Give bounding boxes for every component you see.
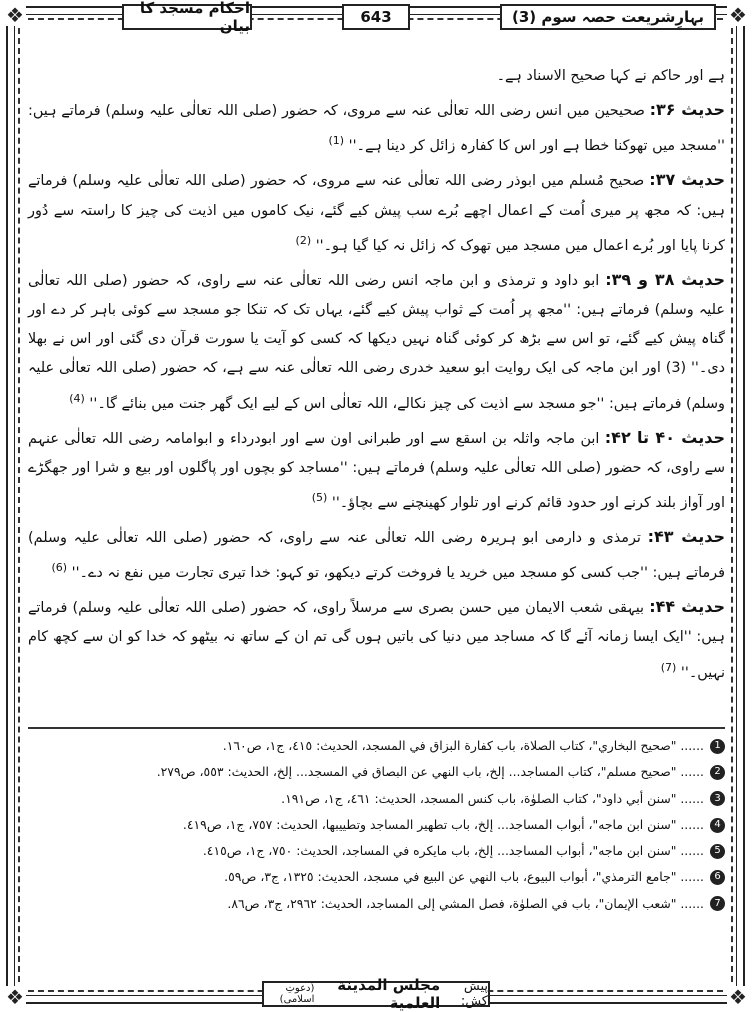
chapter-title: احکام مسجد کا بیان <box>122 4 252 30</box>
footnote-item <box>28 864 725 890</box>
hadith-text: ابو داود و ترمذی و ابن ماجہ انس رضی اللہ تعالٰی عنہ سے راوی، کہ حضور (صلی اللہ تعالٰی علیہ وسلم) فرماتے ہیں: ''مجھ پر اُمت کے ثواب پیش کیے گئے، یہاں تک کہ تنکا جو مسجد سے کوئی باہر کر دے اور گناہ پیش کیے گئے، تو اس سے بڑھ کر کوئی گناہ نہیں دیکھا کہ کسی کو آیت یا سورت قرآن دی گئی اور اس نے بھلا دی۔'' (3) اور ابن ماجہ کی ایک روایت ابو سعید خدری رضی اللہ تعالٰی عنہ سے ہے، کہ حضور (صلی اللہ تعالٰی علیہ وسلم) فرماتے ہیں: ''جو مسجد سے اذیت کی چیز نکالے، اللہ تعالٰی اس کے لیے ایک گھر جنت میں بنائے گا۔'' <box>28 272 725 412</box>
footnote-item <box>28 733 725 759</box>
corner-ornament-icon: ❖ <box>727 4 749 26</box>
publisher-subtitle: (دعوتِ اسلامی) <box>279 983 315 1005</box>
footnote-text: ...... "صحیح البخاري"، کتاب الصلاة، باب کفارة البزاق في المسجد، الحدیث: ٤١٥، ج١، ص١٦٠. <box>222 738 704 753</box>
footnote-item <box>28 812 725 838</box>
book-title: بہارِشریعت حصہ سوم (3) <box>500 4 716 30</box>
footnote-item <box>28 838 725 864</box>
footnote-ref[interactable]: (7) <box>660 660 677 674</box>
footnote-ref[interactable]: (4) <box>69 391 85 405</box>
footnote-item <box>28 891 725 917</box>
hadith-text: ترمذی و دارمی ابو ہریرہ رضی اللہ تعالٰی عنہ سے راوی، کہ حضور (صلی اللہ تعالٰی علیہ وسلم) فرماتے ہیں: ''جب کسی کو مسجد میں خرید یا فروخت کرتے دیکھو، تو کہو: خدا تیری تجارت میں نفع نہ دے۔'' <box>28 530 725 582</box>
publisher-name: مجلس المدينة العلمية <box>337 976 441 1012</box>
hadith-heading: حدیث ۳۸ و ۳۹: <box>605 269 725 289</box>
page-number: 643 <box>342 4 410 30</box>
footer-prefix: پیش کش: <box>460 979 488 1009</box>
footnote-text: ...... "سنن ابن ماجه"، أبواب المساجد... إلخ، باب تطهير المساجد وتطييبها، الحدیث: ٧٥٧، ج١، ص٤١٩. <box>182 816 704 832</box>
main-text <box>28 60 725 692</box>
footnote-number: 3 <box>710 791 725 806</box>
footnote-number: 1 <box>710 739 725 754</box>
footnote-item <box>28 786 725 812</box>
hadith-text: صحیحین میں انس رضی اللہ تعالٰی عنہ سے مروی، کہ حضور (صلی اللہ تعالٰی علیہ وسلم) فرماتے ہیں: ''مسجد میں تھوکنا خطا ہے اور اس کا کفارہ زائل کر دینا ہے۔'' <box>28 103 725 155</box>
footnote-ref[interactable]: (1) <box>328 134 345 148</box>
footnote-divider <box>28 727 725 729</box>
footnote-number: 5 <box>710 844 725 859</box>
footnotes <box>28 733 725 917</box>
hadith-paragraph <box>28 522 725 588</box>
footnote-ref[interactable]: (5) <box>311 491 328 505</box>
hadith-heading: حدیث ۴۳: <box>647 527 725 547</box>
corner-ornament-icon: ❖ <box>4 986 26 1008</box>
paragraph: ہے اور حاکم نے کہا صحیح الاسناد ہے۔ <box>496 68 725 84</box>
hadith-text: ابن ماجہ واثلہ بن اسقع سے اور طبرانی اون سے اور ابودرداء و ابوامامہ رضی اللہ تعالٰی عنہم سے راوی، کہ حضور (صلی اللہ تعالٰی علیہ وسلم) فرماتے ہیں: ''مساجد کو بچوں اور پاگلوں اور بیع و شرا اور جھگڑے اور آواز بلند کرنے اور حدود قائم کرنے اور تلوار کھینچنے سے بچاؤ۔'' <box>28 430 725 511</box>
hadith-heading: حدیث ۳۶: <box>649 100 726 120</box>
footnote-text: ...... "صحیح مسلم"، کتاب المساجد... إلخ، باب النهي عن البصاق في المسجد... إلخ، الحدیث: ٥٥٣، ص٢٧٩. <box>156 764 704 780</box>
footnote-text: ...... "شعب الإيمان"، باب في الصلوٰة، فصل المشي إلى المساجد، الحدیث: ٢٩٦٢، ج٣، ص٨٦. <box>227 895 704 911</box>
footnote-text: ...... "سنن ابن ماجه"، أبواب المساجد... إلخ، باب مایکره في المساجد، الحدیث: ٧٥٠، ج١، ص٤١٥. <box>202 843 704 859</box>
publisher-footer <box>262 976 490 1012</box>
footnote-text: ...... "سنن أبي داود"، کتاب الصلوٰة، باب کنس المسجد، الحدیث: ٤٦١، ج١، ص١٩١. <box>281 790 704 806</box>
footnote-number: 7 <box>710 896 725 911</box>
footnote-ref[interactable]: (6) <box>51 561 68 575</box>
hadith-paragraph <box>28 592 725 687</box>
footnote-number: 6 <box>710 870 725 885</box>
hadith-paragraph <box>28 265 725 419</box>
footnote-item <box>28 759 725 785</box>
footnote-number: 2 <box>710 765 725 780</box>
footnote-text: ...... "جامع الترمذي"، أبواب البيوع، باب النهي عن البيع في مسجد، الحدیث: ١٣٢٥، ج٣، ص٥٩. <box>224 869 704 885</box>
hadith-text: صحیح مُسلم میں ابوذر رضی اللہ تعالٰی عنہ سے مروی، کہ حضور (صلی اللہ تعالٰی علیہ وسلم) فرماتے ہیں: کہ مجھ پر میری اُمت کے اعمال اچھے بُرے سب پیش کیے گئے، نیک کاموں میں اذیت کی چیز کا راستہ سے دُور کرنا پایا اور بُرے اعمال میں مسجد میں تھوک کہ زائل نہ کیا گیا ہو۔'' <box>28 173 725 254</box>
hadith-heading: حدیث ۳۷: <box>649 170 726 190</box>
footnote-number: 4 <box>710 818 725 833</box>
hadith-text: بیہقی شعب الایمان میں حسن بصری سے مرسلاً راوی، کہ حضور (صلی اللہ تعالٰی علیہ وسلم) فرماتے ہیں: ''ایک ایسا زمانہ آئے گا کہ مساجد میں دنیا کی باتیں ہوں گی تم ان کے ساتھ نہ بیٹھو کہ خدا کو ان سے کچھ کام نہیں۔'' <box>28 600 725 681</box>
corner-ornament-icon: ❖ <box>727 986 749 1008</box>
hadith-paragraph <box>28 95 725 161</box>
hadith-heading: حدیث ۴۰ تا ۴۲: <box>604 427 726 447</box>
footnote-ref[interactable]: (2) <box>295 233 312 247</box>
hadith-paragraph <box>28 423 725 518</box>
corner-ornament-icon: ❖ <box>4 4 26 26</box>
hadith-heading: حدیث ۴۴: <box>649 597 725 617</box>
hadith-paragraph <box>28 165 725 260</box>
